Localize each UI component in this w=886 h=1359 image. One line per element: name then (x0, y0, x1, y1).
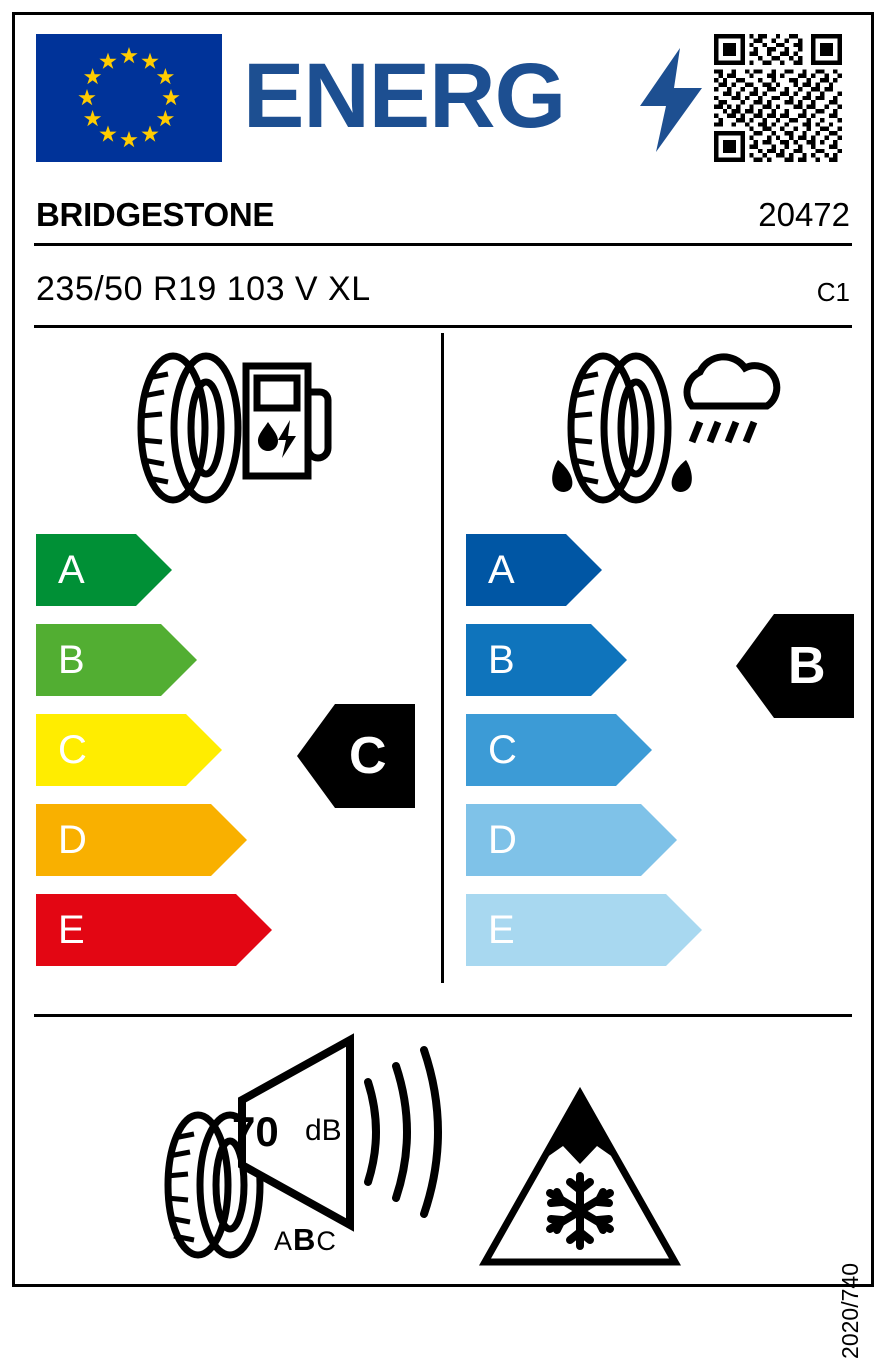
noise-class-c: C (316, 1226, 337, 1256)
grade-bar-tip (566, 534, 602, 606)
noise-class-b: B (293, 1222, 317, 1257)
divider-top (34, 243, 852, 246)
grade-bar (466, 624, 591, 696)
grade-letter: E (58, 908, 85, 952)
model-code: 20472 (758, 196, 850, 233)
fuel-grade-result-letter: C (349, 727, 387, 785)
fuel-grade-a (36, 534, 172, 606)
grade-bar-tip (186, 714, 222, 786)
wet-grade-e (466, 894, 702, 966)
wet-grade-a (466, 534, 602, 606)
grade-letter: B (58, 638, 85, 682)
grade-letter: C (488, 728, 517, 772)
grade-letter: A (58, 548, 85, 592)
noise-class-scale (274, 1222, 337, 1258)
wet-grade-result (736, 614, 854, 718)
divider-third (34, 1014, 852, 1017)
vertical-divider (441, 333, 444, 983)
grade-letter: B (488, 638, 515, 682)
qr-code-icon (714, 34, 842, 162)
noise-class-a: A (274, 1226, 294, 1256)
grade-bar-tip (641, 804, 677, 876)
grade-bar-tip (666, 894, 702, 966)
noise-value: 70 (232, 1108, 279, 1155)
european-union-flag-icon (36, 34, 222, 162)
grade-bar-tip (616, 714, 652, 786)
tyre-class: C1 (816, 277, 850, 307)
tyre-size: 235/50 R19 103 V XL (36, 270, 371, 308)
grade-bar-tip (236, 894, 272, 966)
grade-letter: A (488, 548, 515, 592)
fuel-grade-c (36, 714, 222, 786)
grade-bar (36, 534, 136, 606)
fuel-grade-result (297, 704, 415, 808)
three-peak-mountain-snowflake-icon (485, 1090, 675, 1265)
lightning-bolt-icon (640, 48, 702, 152)
regulation-code: 2020/740 (837, 1263, 863, 1359)
energy-wordmark: ENERG (243, 45, 566, 147)
wet-grade-d (466, 804, 677, 876)
wet-grade-b (466, 624, 627, 696)
fuel-grade-d (36, 804, 247, 876)
fuel-grade-b (36, 624, 197, 696)
grade-bar (466, 534, 566, 606)
grade-bar-tip (211, 804, 247, 876)
grade-bar-tip (591, 624, 627, 696)
brand-name: BRIDGESTONE (36, 196, 275, 233)
wet-grade-c (466, 714, 652, 786)
grade-letter: C (58, 728, 87, 772)
divider-second (34, 325, 852, 328)
wet-grade-result-letter: B (788, 637, 826, 695)
grade-bar (36, 624, 161, 696)
grade-letter: D (58, 818, 87, 862)
grade-bar-tip (161, 624, 197, 696)
fuel-efficiency-icon (118, 348, 328, 508)
wet-grip-icon (528, 348, 788, 508)
grade-letter: E (488, 908, 515, 952)
grade-letter: D (488, 818, 517, 862)
grade-bar-tip (136, 534, 172, 606)
noise-unit: dB (305, 1114, 342, 1147)
fuel-grade-e (36, 894, 272, 966)
